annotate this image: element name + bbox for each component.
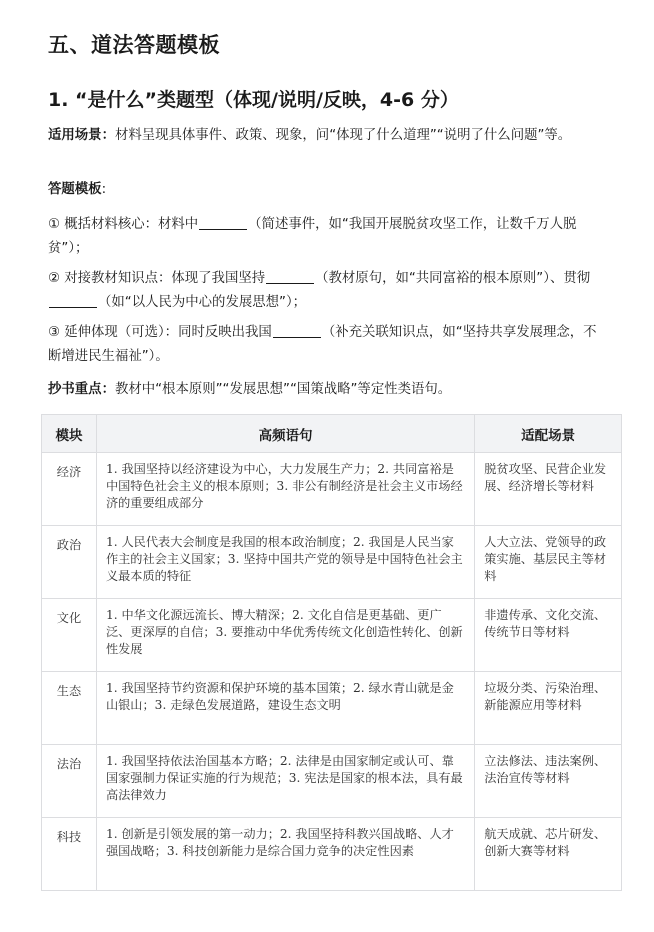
cell-phrases: 1. 中华文化源远流长、博大精深；2. 文化自信是更基础、更广泛、更深厚的自信；3. 要推动中华优秀传统文化创造性转化、创新性发展 bbox=[96, 599, 474, 672]
step-3-tail: （补充关联知识点，如“坚持共享发展理念，不断增进民生福祉”）。 bbox=[48, 325, 597, 364]
cell-scene: 人大立法、党领导的政策实施、基层民主等材料 bbox=[475, 526, 622, 599]
header-phrases: 高频语句 bbox=[96, 415, 474, 453]
fill-blank bbox=[49, 294, 97, 308]
step-3 bbox=[48, 321, 608, 369]
sub-title: 1. “是什么”类题型（体现/说明/反映，4-6 分） bbox=[48, 89, 459, 111]
table-row bbox=[42, 526, 622, 599]
cell-module: 政治 bbox=[42, 526, 97, 599]
cell-scene: 脱贫攻坚、民营企业发展、经济增长等材料 bbox=[475, 453, 622, 526]
step-2 bbox=[48, 267, 608, 315]
cell-scene: 垃圾分类、污染治理、新能源应用等材料 bbox=[475, 672, 622, 745]
step-2-lead: ② 对接教材知识点：体现了我国坚持 bbox=[48, 271, 266, 286]
cell-phrases: 1. 我国坚持节约资源和保护环境的基本国策；2. 绿水青山就是金山银山；3. 走绿色发展道路，建设生态文明 bbox=[96, 672, 474, 745]
header-module: 模块 bbox=[42, 415, 97, 453]
template-heading: 答题模板: bbox=[48, 182, 107, 197]
table-row bbox=[42, 745, 622, 818]
phrase-table bbox=[41, 414, 622, 891]
table-row bbox=[42, 599, 622, 672]
key-point-label: 抄书重点 bbox=[48, 382, 102, 397]
cell-phrases: 1. 创新是引领发展的第一动力；2. 我国坚持科教兴国战略、人才强国战略；3. 科技创新能力是综合国力竞争的决定性因素 bbox=[96, 818, 474, 891]
cell-module: 生态 bbox=[42, 672, 97, 745]
cell-module: 科技 bbox=[42, 818, 97, 891]
fill-blank bbox=[273, 324, 321, 338]
table-header-row bbox=[42, 415, 622, 453]
fill-blank bbox=[266, 270, 314, 284]
scene-paragraph: 适用场景：材料呈现具体事件、政策、现象，问“体现了什么道理”“说明了什么问题”等。 bbox=[48, 128, 572, 143]
scene-text: 材料呈现具体事件、政策、现象，问“体现了什么道理”“说明了什么问题”等。 bbox=[114, 128, 572, 143]
step-1-lead: ① 概括材料核心：材料中 bbox=[48, 217, 199, 232]
fill-blank bbox=[199, 216, 247, 230]
cell-phrases: 1. 我国坚持以经济建设为中心，大力发展生产力；2. 共同富裕是中国特色社会主义的根本原则；3. 非公有制经济是社会主义市场经济的重要组成部分 bbox=[96, 453, 474, 526]
cell-scene: 航天成就、芯片研发、创新大赛等材料 bbox=[475, 818, 622, 891]
cell-phrases: 1. 人民代表大会制度是我国的根本政治制度；2. 我国是人民当家作主的社会主义国家；3. 坚持中国共产党的领导是中国特色社会主义最本质的特征 bbox=[96, 526, 474, 599]
table-row bbox=[42, 818, 622, 891]
step-2-mid: （教材原句，如“共同富裕的根本原则”）、贯彻 bbox=[315, 271, 591, 286]
table-row bbox=[42, 672, 622, 745]
cell-module: 文化 bbox=[42, 599, 97, 672]
header-scene: 适配场景 bbox=[475, 415, 622, 453]
key-point: 抄书重点：教材中“根本原则”“发展思想”“国策战略”等定性类语句。 bbox=[48, 382, 452, 397]
step-1 bbox=[48, 213, 608, 261]
cell-module: 法治 bbox=[42, 745, 97, 818]
cell-phrases: 1. 我国坚持依法治国基本方略；2. 法律是由国家制定或认可、靠国家强制力保证实施的行为规范；3. 宪法是国家的根本法，具有最高法律效力 bbox=[96, 745, 474, 818]
cell-scene: 非遗传承、文化交流、传统节日等材料 bbox=[475, 599, 622, 672]
step-3-lead: ③ 延伸体现（可选）：同时反映出我国 bbox=[48, 325, 272, 340]
template-label: 答题模板 bbox=[48, 182, 102, 197]
cell-module: 经济 bbox=[42, 453, 97, 526]
section-title: 五、道法答题模板 bbox=[48, 33, 220, 57]
step-1-tail: （简述事件，如“我国开展脱贫攻坚工作，让数千万人脱贫”）； bbox=[48, 217, 577, 256]
step-2-tail: （如“以人民为中心的发展思想”）； bbox=[98, 295, 307, 310]
table-row bbox=[42, 453, 622, 526]
cell-scene: 立法修法、违法案例、法治宣传等材料 bbox=[475, 745, 622, 818]
scene-label: 适用场景 bbox=[48, 128, 102, 143]
key-point-text: 教材中“根本原则”“发展思想”“国策战略”等定性类语句。 bbox=[114, 382, 452, 397]
